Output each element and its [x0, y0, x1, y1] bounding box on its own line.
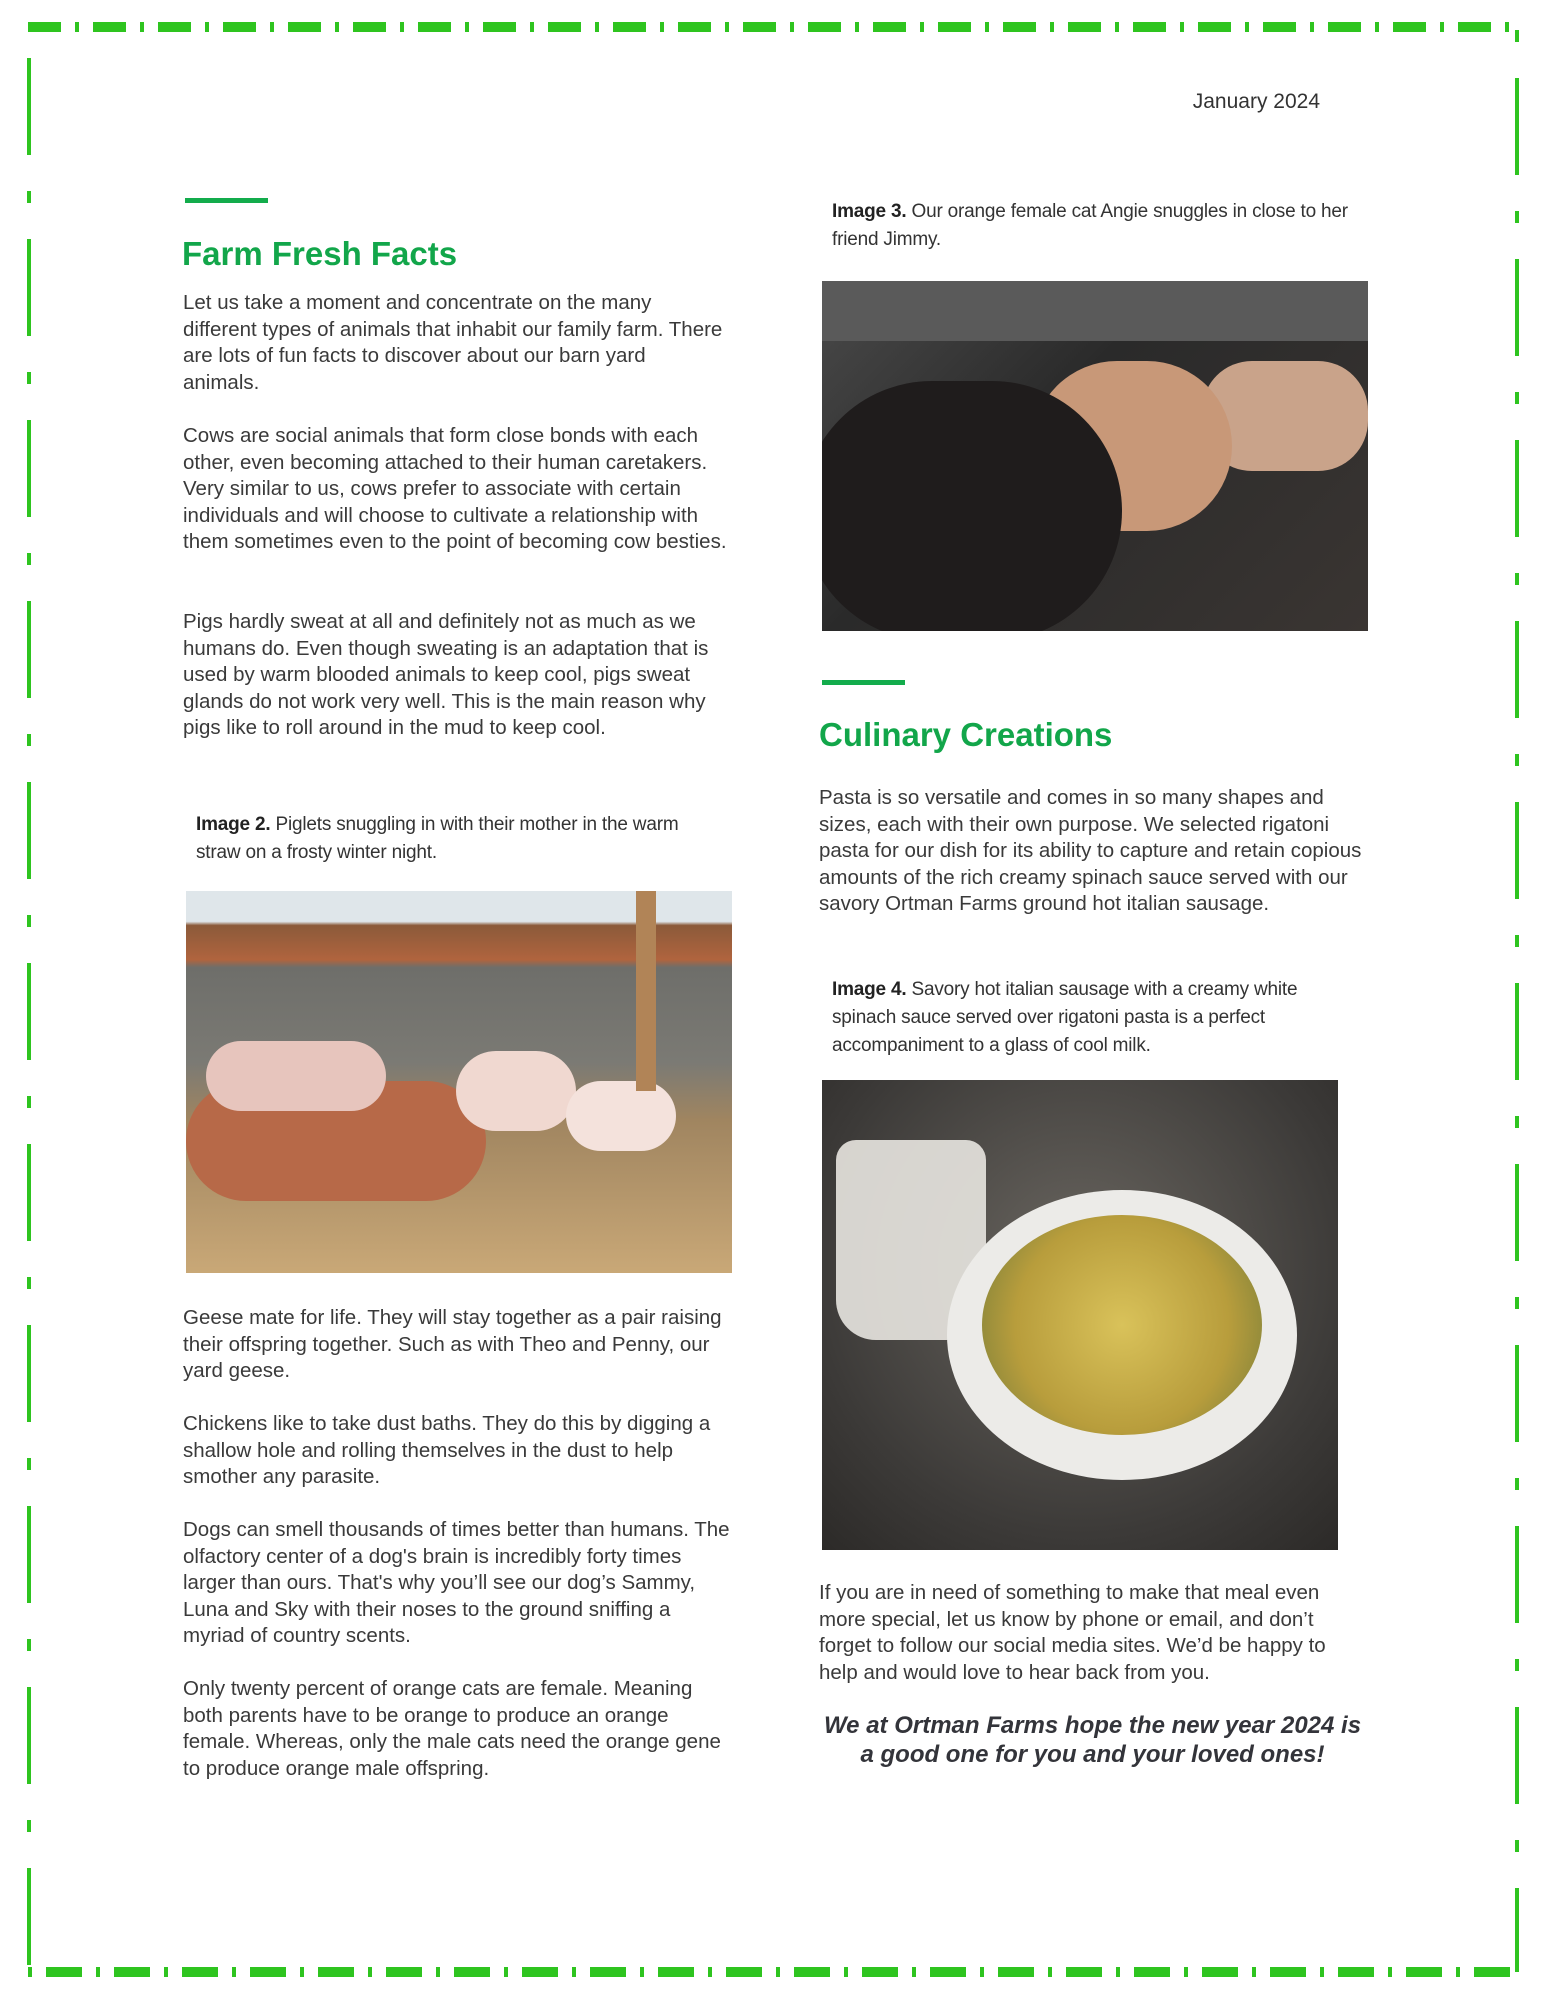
caption-text: Our orange female cat Angie snuggles in close to her friend Jimmy.	[832, 201, 1348, 250]
cats-photo	[822, 281, 1368, 631]
paragraph: Dogs can smell thousands of times better than humans. The olfactory center of a dog's brain is incredibly forty times larger than ours. That's why you’ll see our dog’s Sammy, Luna and Sky with their noses to the ground sniffing a myriad of country scents.	[183, 1518, 730, 1647]
image-4-caption	[832, 976, 1352, 1060]
paragraph: Pasta is so versatile and comes in so many shapes and sizes, each with their own purpose. We selected rigatoni pasta for our dish for its ability to capture and retain copious amounts of the rich creamy spinach sauce served with our savory Ortman Farms ground hot italian sausage.	[819, 786, 1362, 915]
caption-text: Piglets snuggling in with their mother in the warm straw on a frosty winter night.	[196, 814, 679, 863]
closing-message: We at Ortman Farms hope the new year 2024 is a good one for you and your loved ones!	[823, 1712, 1362, 1768]
caption-label: Image 4.	[832, 979, 907, 1000]
issue-date: January 2024	[1192, 90, 1320, 113]
section-accent-bar	[822, 680, 905, 685]
paragraph: Only twenty percent of orange cats are female. Meaning both parents have to be orange to produce an orange female. Whereas, only the male cats need the orange gene to produce orange male offspring.	[183, 1677, 721, 1780]
section-title-culinary: Culinary Creations	[819, 716, 1113, 753]
caption-text: Savory hot italian sausage with a creamy white spinach sauce served over rigatoni pasta is a perfect accompaniment to a glass of cool milk.	[832, 979, 1298, 1056]
paragraph: Geese mate for life. They will stay together as a pair raising their offspring together. Such as with Theo and Penny, our yard geese.	[183, 1306, 722, 1382]
section-accent-bar	[185, 198, 268, 203]
image-2-caption	[196, 811, 716, 867]
paragraph: Let us take a moment and concentrate on the many different types of animals that inhabit our family farm. There are lots of fun facts to discover about our barn yard animals.	[183, 291, 723, 394]
paragraph: If you are in need of something to make that meal even more special, let us know by phone or email, and don’t forget to follow our social media sites. We’d be happy to help and would love to hear back from you.	[819, 1581, 1326, 1684]
section-title-farm-facts: Farm Fresh Facts	[182, 235, 458, 272]
caption-label: Image 2.	[196, 814, 271, 835]
caption-label: Image 3.	[832, 201, 907, 222]
paragraph: Pigs hardly sweat at all and definitely not as much as we humans do. Even though sweating is an adaptation that is used by warm blooded animals to keep cool, pigs sweat glands do not work very well. This is the main reason why pigs like to roll around in the mud to keep cool.	[183, 610, 709, 739]
paragraph: Chickens like to take dust baths. They do this by digging a shallow hole and rolling themselves in the dust to help smother any parasite.	[183, 1412, 711, 1488]
image-3-caption	[832, 198, 1352, 254]
paragraph: Cows are social animals that form close bonds with each other, even becoming attached to their human caretakers. Very similar to us, cows prefer to associate with certain individuals and will choose to cultivate a relationship with them sometimes even to the point of becoming cow besties.	[183, 424, 727, 553]
pasta-photo	[822, 1080, 1338, 1550]
piglets-photo	[186, 891, 732, 1273]
